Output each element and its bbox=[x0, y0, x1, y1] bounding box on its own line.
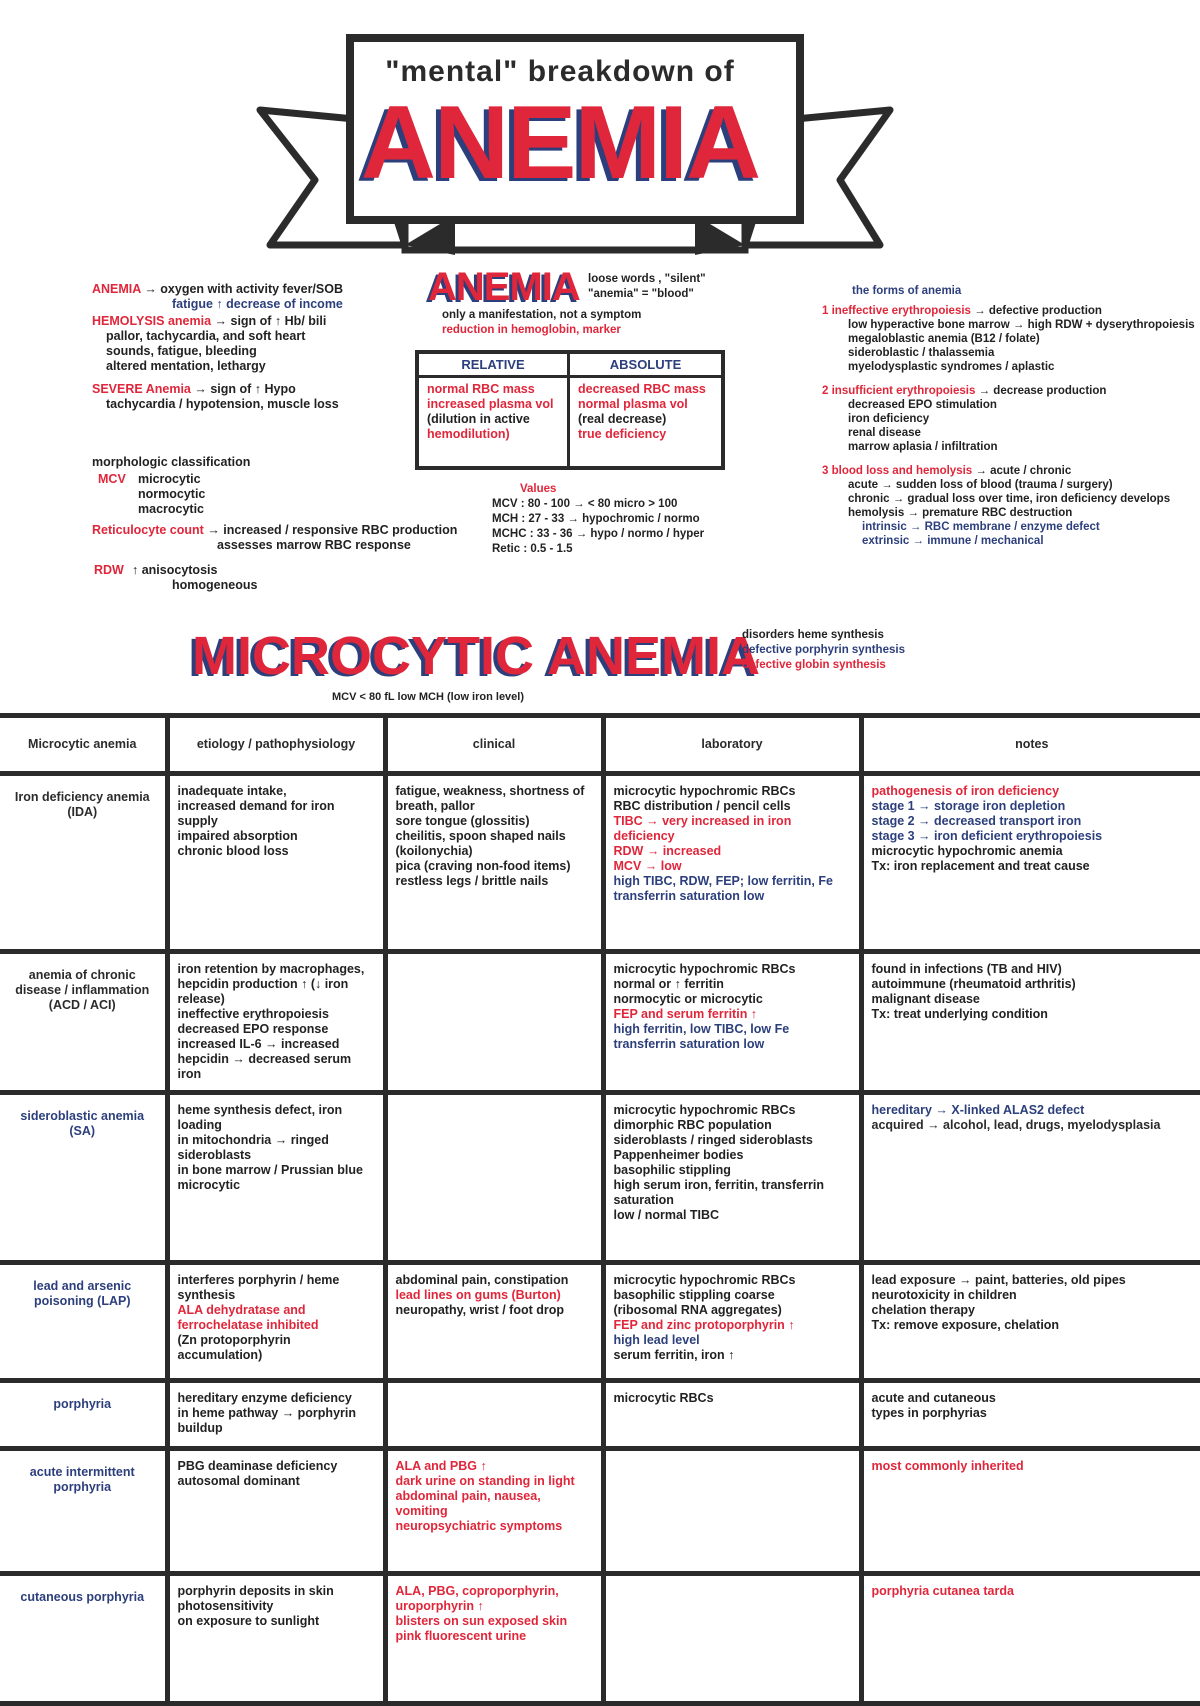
clinical-cell bbox=[385, 952, 603, 1093]
note-line: ANEMIA → oxygen with activity fever/SOB bbox=[92, 282, 343, 296]
lab-line: basophilic stippling coarse bbox=[613, 1288, 775, 1302]
anemia-type-name: sideroblastic anemia (SA) bbox=[20, 1109, 145, 1138]
etiology-cell bbox=[167, 1093, 385, 1263]
etiology-cell bbox=[167, 1574, 385, 1704]
lab-line: microcytic RBCs bbox=[613, 1391, 714, 1405]
mcv-item: microcytic bbox=[138, 472, 201, 486]
lab-line: RBC distribution / pencil cells bbox=[613, 799, 791, 813]
banner-subtitle: "mental" breakdown of bbox=[385, 55, 735, 88]
lab-line: TIBC → very increased in iron deficiency bbox=[613, 814, 792, 843]
relative-absolute-box bbox=[415, 350, 725, 470]
lab-line: high ferritin, low TIBC, low Fe bbox=[613, 1022, 790, 1036]
etiology-line: ineffective erythropoiesis bbox=[177, 1007, 329, 1021]
anemia-type-name: lead and arsenic poisoning (LAP) bbox=[33, 1279, 132, 1308]
relative-column bbox=[419, 354, 570, 466]
lab-line: Pappenheimer bodies bbox=[613, 1148, 744, 1162]
form-line: marrow aplasia / infiltration bbox=[848, 441, 998, 453]
morph-heading: morphologic classification bbox=[92, 455, 251, 469]
notes-cell bbox=[861, 1263, 1200, 1381]
morphologic-classification bbox=[92, 455, 457, 593]
notes-line: stage 3 → iron deficient erythropoiesis bbox=[871, 829, 1103, 843]
note-line: sounds, fatigue, bleeding bbox=[106, 344, 257, 358]
table-row bbox=[0, 1263, 1200, 1381]
form-line: hemolysis → premature RBC destruction bbox=[848, 507, 1073, 519]
mcv-item: macrocytic bbox=[138, 502, 205, 516]
anemia-type-cell bbox=[0, 774, 167, 952]
absolute-line: (real decrease) bbox=[578, 412, 667, 426]
notes-line: found in infections (TB and HIV) bbox=[871, 962, 1062, 976]
etiology-line: heme synthesis defect, iron loading bbox=[177, 1103, 343, 1132]
lab-line: microcytic hypochromic RBCs bbox=[613, 1273, 796, 1287]
anemia-type-name: Iron deficiency anemia (IDA) bbox=[14, 790, 150, 819]
relative-line: (dilution in active bbox=[427, 412, 530, 426]
lab-line: dimorphic RBC population bbox=[613, 1118, 772, 1132]
notes-line: pathogenesis of iron deficiency bbox=[871, 784, 1060, 798]
etiology-line: microcytic bbox=[177, 1178, 241, 1192]
etiology-line: inadequate intake, bbox=[177, 784, 287, 798]
etiology-line: in bone marrow / Prussian blue bbox=[177, 1163, 363, 1177]
value-line: MCH : 27 - 33 → hypochromic / normo bbox=[492, 513, 700, 525]
form-tail: → defective production bbox=[974, 305, 1102, 317]
lab-line: normal or ↑ ferritin bbox=[613, 977, 724, 991]
clinical-line: pink fluorescent urine bbox=[395, 1629, 527, 1643]
value-line: MCHC : 33 - 36 → hypo / normo / hyper bbox=[492, 528, 705, 540]
notes-line: neurotoxicity in children bbox=[871, 1288, 1017, 1302]
absolute-column bbox=[570, 354, 721, 466]
clinical-line: abdominal pain, nausea, vomiting bbox=[395, 1489, 541, 1518]
etiology-line: PBG deaminase deficiency bbox=[177, 1459, 338, 1473]
form-line: chronic → gradual loss over time, iron deficiency develops bbox=[848, 493, 1171, 505]
desc-line: only a manifestation, not a symptom bbox=[442, 309, 642, 321]
absolute-line: true deficiency bbox=[578, 427, 667, 441]
etiology-cell bbox=[167, 1263, 385, 1381]
etiology-line: in mitochondria → ringed sideroblasts bbox=[177, 1133, 329, 1162]
lab-cell bbox=[603, 1263, 861, 1381]
table-row bbox=[0, 1449, 1200, 1574]
absolute-line: decreased RBC mass bbox=[578, 382, 706, 396]
retic-text: → increased / responsive RBC production bbox=[207, 523, 458, 537]
aside-line: loose words , "silent" bbox=[588, 273, 706, 285]
clinical-line: cheilitis, spoon shaped nails (koilonychia) bbox=[395, 829, 566, 858]
lab-cell bbox=[603, 952, 861, 1093]
clinical-line: neuropathy, wrist / foot drop bbox=[395, 1303, 565, 1317]
etiology-line: increased IL-6 → increased bbox=[177, 1037, 340, 1051]
clinical-line: lead lines on gums (Burton) bbox=[395, 1288, 561, 1302]
etiology-line: (Zn protoporphyrin accumulation) bbox=[177, 1333, 291, 1362]
lab-line: low / normal TIBC bbox=[613, 1208, 720, 1222]
aside-line: disorders heme synthesis bbox=[742, 629, 884, 641]
note-line: SEVERE Anemia → sign of ↑ Hypo bbox=[92, 382, 296, 396]
value-line: MCV : 80 - 100 → < 80 micro > 100 bbox=[492, 498, 678, 510]
lab-line: microcytic hypochromic RBCs bbox=[613, 962, 796, 976]
lab-line: FEP and serum ferritin ↑ bbox=[613, 1007, 758, 1021]
microcytic-heading: MICROCYTIC ANEMIA bbox=[192, 626, 760, 686]
clinical-cell bbox=[385, 1449, 603, 1574]
form-line: low hyperactive bone marrow → high RDW + dyserythropoiesis bbox=[848, 319, 1195, 331]
column-header: clinical bbox=[385, 716, 603, 774]
clinical-line: ALA, PBG, coproporphyrin, bbox=[395, 1584, 559, 1598]
retic-label: Reticulocyte count bbox=[92, 523, 204, 537]
form-title: insufficient erythropoiesis bbox=[831, 385, 976, 397]
form-line: megaloblastic anemia (B12 / folate) bbox=[848, 333, 1040, 345]
form-number: 1 bbox=[822, 305, 829, 317]
lab-cell bbox=[603, 774, 861, 952]
lab-line: microcytic hypochromic RBCs bbox=[613, 1103, 796, 1117]
anemia-type-cell bbox=[0, 1093, 167, 1263]
etiology-cell bbox=[167, 952, 385, 1093]
lab-line: MCV → low bbox=[613, 859, 682, 873]
anemia-type-cell bbox=[0, 1449, 167, 1574]
form-line: decreased EPO stimulation bbox=[848, 399, 997, 411]
notes-cell bbox=[861, 952, 1200, 1093]
notes-line: Tx: treat underlying condition bbox=[871, 1007, 1048, 1021]
lab-line: high serum iron, ferritin, transferrin bbox=[613, 1178, 824, 1192]
clinical-line: neuropsychiatric symptoms bbox=[395, 1519, 563, 1533]
notes-cell bbox=[861, 1381, 1200, 1449]
banner-title: ANEMIA bbox=[360, 85, 760, 201]
clinical-cell bbox=[385, 1381, 603, 1449]
values-label: Values bbox=[520, 483, 557, 495]
rdw-label: RDW bbox=[94, 563, 124, 577]
etiology-line: iron retention by macrophages, bbox=[177, 962, 365, 976]
form-line: extrinsic → immune / mechanical bbox=[862, 535, 1044, 547]
notes-cell bbox=[861, 774, 1200, 952]
relative-line: hemodilution) bbox=[427, 427, 510, 441]
rdw-item: homogeneous bbox=[172, 578, 258, 592]
forms-heading: the forms of anemia bbox=[852, 285, 962, 297]
note-line: pallor, tachycardia, and soft heart bbox=[106, 329, 306, 343]
microcytic-anemia-table bbox=[0, 713, 1200, 1706]
clinical-line: sore tongue (glossitis) bbox=[395, 814, 530, 828]
notes-cell bbox=[861, 1449, 1200, 1574]
notes-line: porphyria cutanea tarda bbox=[871, 1584, 1014, 1598]
etiology-cell bbox=[167, 1381, 385, 1449]
notes-line: malignant disease bbox=[871, 992, 980, 1006]
values-block bbox=[492, 482, 704, 557]
clinical-line: dark urine on standing in light bbox=[395, 1474, 575, 1488]
form-line: renal disease bbox=[848, 427, 921, 439]
anemia-type-cell bbox=[0, 952, 167, 1093]
form-tail: → acute / chronic bbox=[975, 465, 1072, 477]
mcv-label: MCV bbox=[98, 472, 126, 486]
aside-line: defective porphyrin synthesis bbox=[742, 644, 905, 656]
anemia-heading: ANEMIA bbox=[428, 265, 580, 309]
anemia-aside bbox=[588, 272, 706, 302]
clinical-cell bbox=[385, 1263, 603, 1381]
form-title: blood loss and hemolysis bbox=[831, 465, 973, 477]
etiology-line: in heme pathway → porphyrin buildup bbox=[177, 1406, 356, 1435]
lab-line: serum ferritin, iron ↑ bbox=[613, 1348, 735, 1362]
form-number: 3 bbox=[822, 465, 829, 477]
etiology-line: photosensitivity bbox=[177, 1599, 274, 1613]
table-row bbox=[0, 774, 1200, 952]
right-notes bbox=[822, 284, 1195, 548]
relative-header: RELATIVE bbox=[419, 354, 567, 378]
lab-line: transferrin saturation low bbox=[613, 1037, 765, 1051]
lab-line: high TIBC, RDW, FEP; low ferritin, Fe bbox=[613, 874, 833, 888]
notes-line: microcytic hypochromic anemia bbox=[871, 844, 1063, 858]
form-line: acute → sudden loss of blood (trauma / surgery) bbox=[848, 479, 1113, 491]
anemia-type-name: acute intermittent porphyria bbox=[29, 1465, 135, 1494]
lab-line: sideroblasts / ringed sideroblasts bbox=[613, 1133, 813, 1147]
retic-text-2: assesses marrow RBC response bbox=[217, 538, 411, 552]
notes-cell bbox=[861, 1093, 1200, 1263]
form-line: myelodysplastic syndromes / aplastic bbox=[848, 361, 1055, 373]
lab-cell bbox=[603, 1381, 861, 1449]
anemia-description bbox=[442, 308, 641, 338]
lab-line: FEP and zinc protoporphyrin ↑ bbox=[613, 1318, 795, 1332]
notes-line: types in porphyrias bbox=[871, 1406, 987, 1420]
notes-line: most commonly inherited bbox=[871, 1459, 1024, 1473]
lab-line: transferrin saturation low bbox=[613, 889, 765, 903]
notes-line: chelation therapy bbox=[871, 1303, 975, 1317]
column-header: Microcytic anemia bbox=[0, 716, 167, 774]
etiology-line: interferes porphyrin / heme synthesis bbox=[177, 1273, 340, 1302]
etiology-line: hepcidin → decreased serum iron bbox=[177, 1052, 352, 1081]
etiology-cell bbox=[167, 1449, 385, 1574]
lab-line: basophilic stippling bbox=[613, 1163, 731, 1177]
lab-cell bbox=[603, 1093, 861, 1263]
etiology-line: hereditary enzyme deficiency bbox=[177, 1391, 352, 1405]
notes-line: acute and cutaneous bbox=[871, 1391, 996, 1405]
etiology-line: on exposure to sunlight bbox=[177, 1614, 320, 1628]
etiology-line: increased demand for iron supply bbox=[177, 799, 335, 828]
clinical-line: ALA and PBG ↑ bbox=[395, 1459, 487, 1473]
rdw-item: ↑ anisocytosis bbox=[132, 563, 218, 577]
notes-line: autoimmune (rheumatoid arthritis) bbox=[871, 977, 1076, 991]
etiology-line: ALA dehydratase and bbox=[177, 1303, 306, 1317]
absolute-header: ABSOLUTE bbox=[570, 354, 721, 378]
etiology-line: chronic blood loss bbox=[177, 844, 289, 858]
mcv-item: normocytic bbox=[138, 487, 206, 501]
aside-line: "anemia" = "blood" bbox=[588, 288, 694, 300]
column-header: etiology / pathophysiology bbox=[167, 716, 385, 774]
anemia-type-cell bbox=[0, 1574, 167, 1704]
note-line: tachycardia / hypotension, muscle loss bbox=[106, 397, 339, 411]
table-row bbox=[0, 1093, 1200, 1263]
lab-line: normocytic or microcytic bbox=[613, 992, 763, 1006]
etiology-line: hepcidin production ↑ (↓ iron release) bbox=[177, 977, 349, 1006]
anemia-type-name: cutaneous porphyria bbox=[20, 1590, 145, 1604]
clinical-line: fatigue, weakness, shortness of breath, pallor bbox=[395, 784, 585, 813]
clinical-line: abdominal pain, constipation bbox=[395, 1273, 569, 1287]
form-number: 2 bbox=[822, 385, 829, 397]
table-row bbox=[0, 1574, 1200, 1704]
clinical-cell bbox=[385, 1574, 603, 1704]
form-title: ineffective erythropoiesis bbox=[831, 305, 971, 317]
form-line: intrinsic → RBC membrane / enzyme defect bbox=[862, 521, 1100, 533]
absolute-line: normal plasma vol bbox=[578, 397, 688, 411]
notes-line: Tx: iron replacement and treat cause bbox=[871, 859, 1090, 873]
value-line: Retic : 0.5 - 1.5 bbox=[492, 543, 573, 555]
anemia-type-cell bbox=[0, 1263, 167, 1381]
etiology-line: ferrochelatase inhibited bbox=[177, 1318, 319, 1332]
lab-line: high lead level bbox=[613, 1333, 700, 1347]
clinical-line: pica (craving non-food items) bbox=[395, 859, 571, 873]
lab-line: (ribosomal RNA aggregates) bbox=[613, 1303, 782, 1317]
form-tail: → decrease production bbox=[978, 385, 1107, 397]
table-row bbox=[0, 952, 1200, 1093]
relative-line: increased plasma vol bbox=[427, 397, 554, 411]
form-line: iron deficiency bbox=[848, 413, 930, 425]
lab-cell bbox=[603, 1449, 861, 1574]
etiology-line: decreased EPO response bbox=[177, 1022, 329, 1036]
etiology-cell bbox=[167, 774, 385, 952]
clinical-line: restless legs / brittle nails bbox=[395, 874, 549, 888]
microcytic-note: MCV < 80 fL low MCH (low iron level) bbox=[332, 691, 525, 703]
notes-cell bbox=[861, 1574, 1200, 1704]
note-line: fatigue ↑ decrease of income bbox=[172, 297, 343, 311]
column-header: notes bbox=[861, 716, 1200, 774]
lab-line: RDW → increased bbox=[613, 844, 722, 858]
relative-line: normal RBC mass bbox=[427, 382, 535, 396]
notes-line: stage 1 → storage iron depletion bbox=[871, 799, 1066, 813]
lab-cell bbox=[603, 1574, 861, 1704]
notes-line: lead exposure → paint, batteries, old pipes bbox=[871, 1273, 1126, 1287]
notes-line: acquired → alcohol, lead, drugs, myelodysplasia bbox=[871, 1118, 1161, 1132]
lab-line: microcytic hypochromic RBCs bbox=[613, 784, 796, 798]
table-row bbox=[0, 1381, 1200, 1449]
desc-line: reduction in hemoglobin, marker bbox=[442, 324, 621, 336]
anemia-type-name: porphyria bbox=[53, 1397, 112, 1411]
etiology-line: autosomal dominant bbox=[177, 1474, 300, 1488]
aside-line: defective globin synthesis bbox=[742, 659, 886, 671]
clinical-cell bbox=[385, 774, 603, 952]
notes-line: stage 2 → decreased transport iron bbox=[871, 814, 1082, 828]
anemia-type-cell bbox=[0, 1381, 167, 1449]
note-line: HEMOLYSIS anemia → sign of ↑ Hb/ bili bbox=[92, 314, 327, 328]
clinical-cell bbox=[385, 1093, 603, 1263]
note-line: altered mentation, lethargy bbox=[106, 359, 266, 373]
etiology-line: porphyrin deposits in skin bbox=[177, 1584, 334, 1598]
notes-line: Tx: remove exposure, chelation bbox=[871, 1318, 1060, 1332]
lab-line: saturation bbox=[613, 1193, 674, 1207]
column-header: laboratory bbox=[603, 716, 861, 774]
microcytic-aside bbox=[742, 628, 905, 673]
etiology-line: impaired absorption bbox=[177, 829, 298, 843]
clinical-line: blisters on sun exposed skin bbox=[395, 1614, 568, 1628]
clinical-line: uroporphyrin ↑ bbox=[395, 1599, 484, 1613]
form-line: sideroblastic / thalassemia bbox=[848, 347, 995, 359]
left-notes bbox=[92, 282, 343, 412]
notes-line: hereditary → X-linked ALAS2 defect bbox=[871, 1103, 1085, 1117]
anemia-type-name: anemia of chronic disease / inflammation (ACD / ACI) bbox=[15, 968, 150, 1012]
table-header-row bbox=[0, 716, 1200, 774]
